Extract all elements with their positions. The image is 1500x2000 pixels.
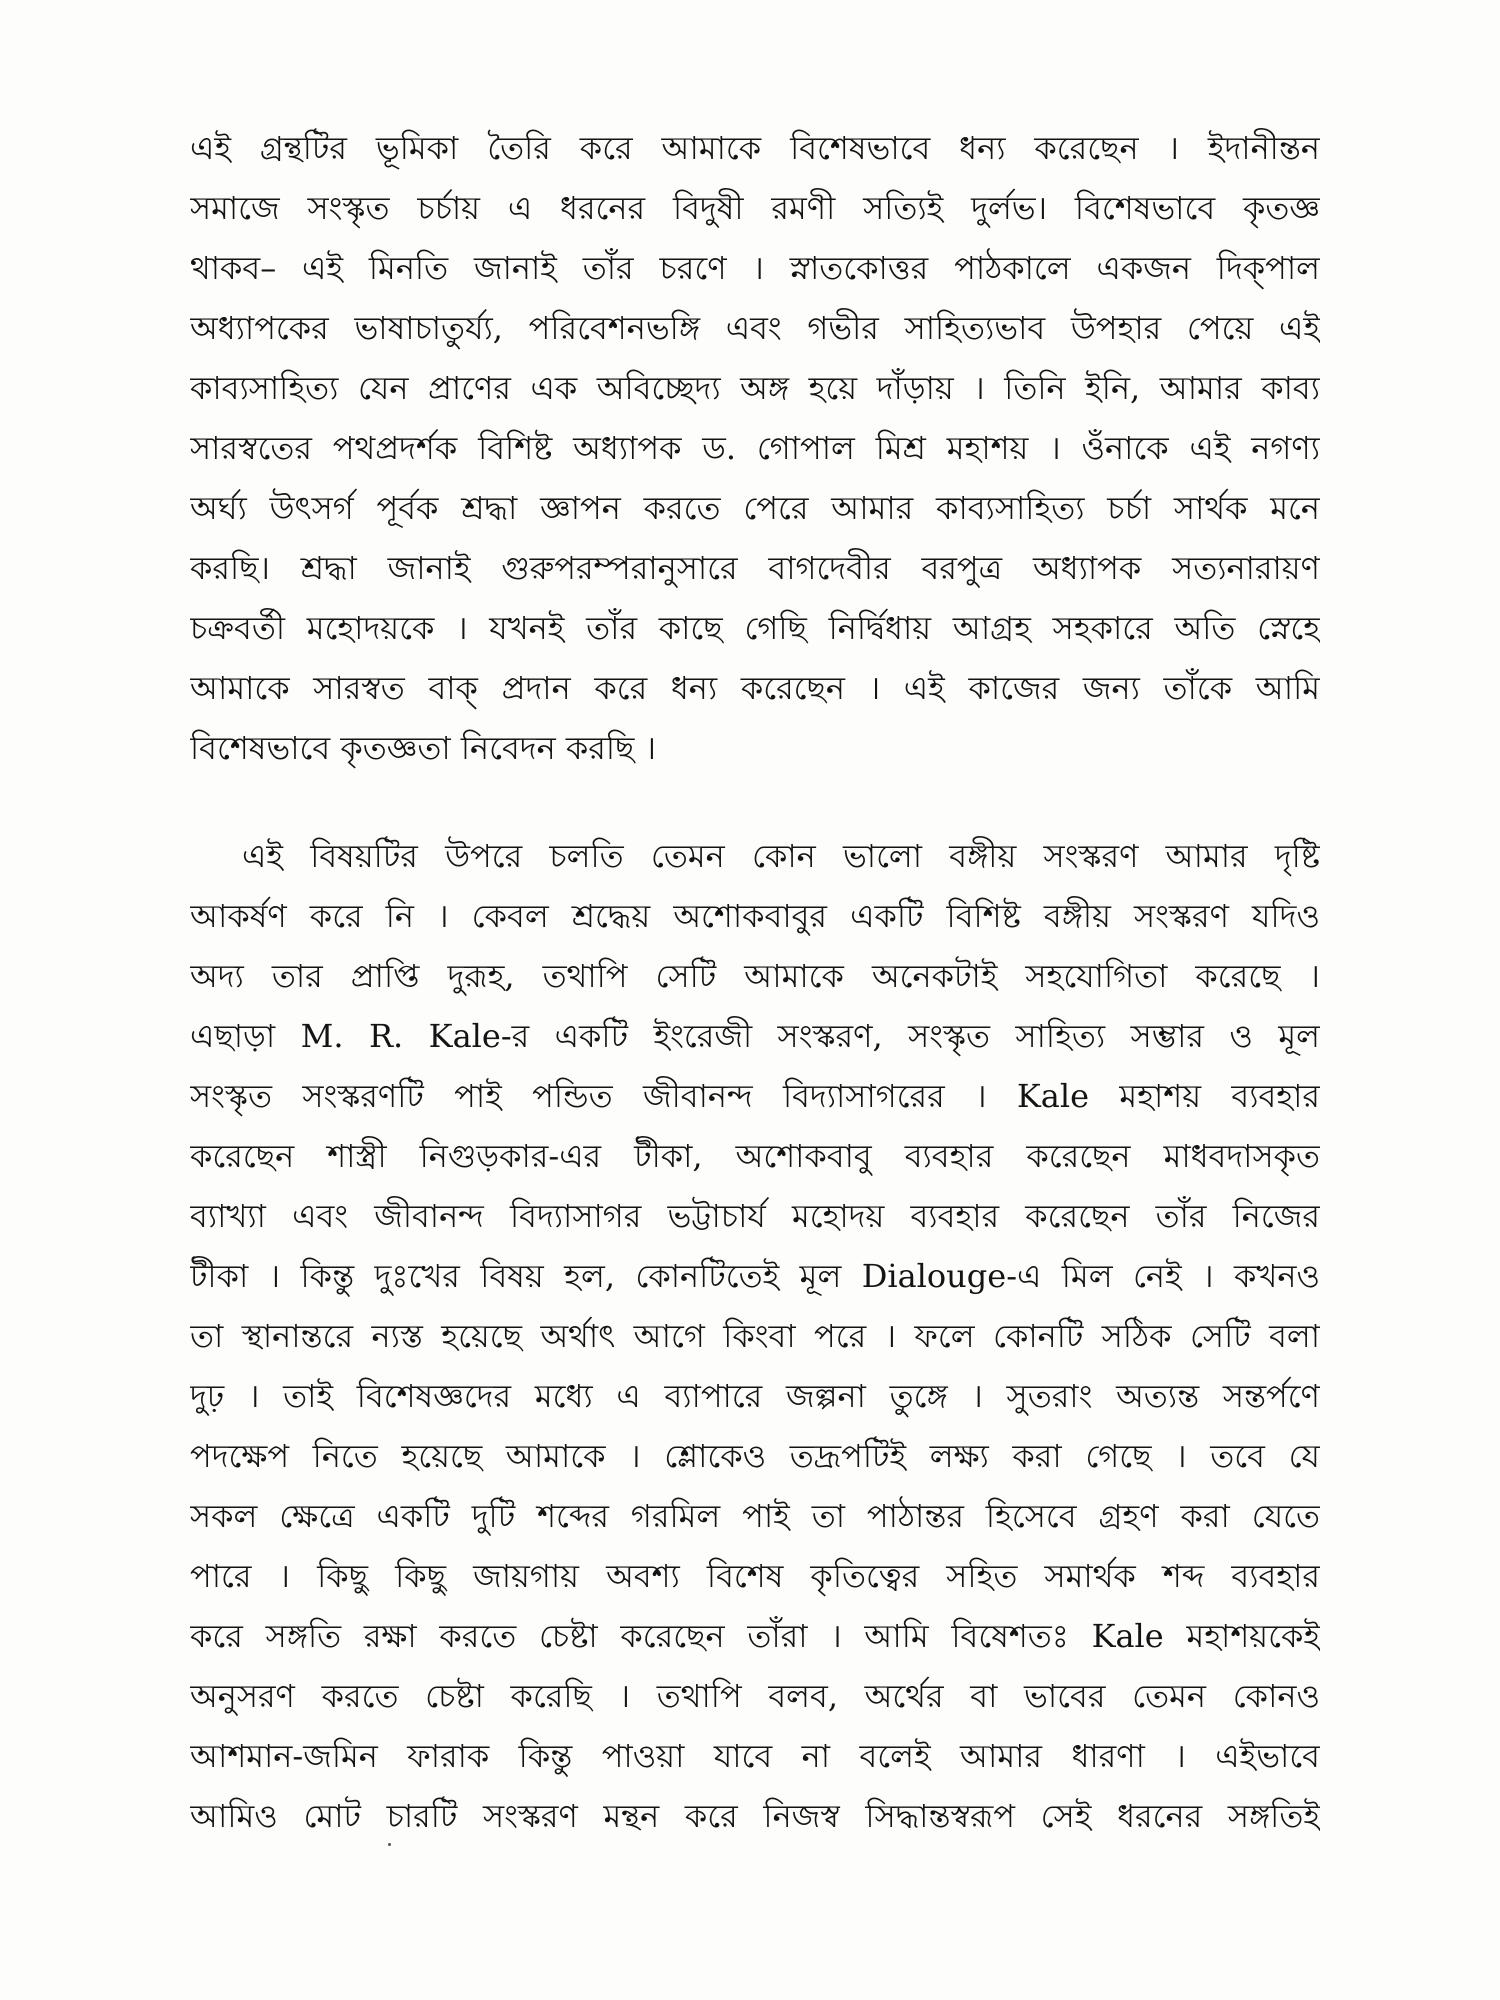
- text-line: সকল ক্ষেত্রে একটি দুটি শব্দের গরমিল পাই তা পাঠান্তর হিসেবে গ্রহণ করা যেতে: [190, 1497, 1320, 1535]
- paragraph-gap: [190, 778, 1320, 826]
- text-line: ব্যাখ্যা এবং জীবানন্দ বিদ্যাসাগর ভট্টাচার্য মহোদয় ব্যবহার করেছেন তাঁর নিজের: [190, 1197, 1320, 1235]
- body-text: [190, 118, 1320, 1846]
- paragraph-1: [190, 118, 1320, 778]
- text-line: অনুসরণ করতে চেষ্টা করেছি । তথাপি বলব, অর্থের বা ভাবের তেমন কোনও: [190, 1677, 1320, 1715]
- text-line: চক্রবর্তী মহোদয়কে । যখনই তাঁর কাছে গেছি নির্দ্বিধায় আগ্রহ সহকারে অতি স্নেহে: [190, 609, 1320, 647]
- text-line: পদক্ষেপ নিতে হয়েছে আমাকে । শ্লোকেও তদ্রূপটিই লক্ষ্য করা গেছে । তবে যে: [190, 1437, 1320, 1475]
- text-line: করছি। শ্রদ্ধা জানাই গুরুপরম্পরানুসারে বাগদেবীর বরপুত্র অধ্যাপক সত্যনারায়ণ: [190, 549, 1320, 587]
- text-line: কাব্যসাহিত্য যেন প্রাণের এক অবিচ্ছেদ্য অঙ্গ হয়ে দাঁড়ায় । তিনি ইনি, আমার কাব্য: [190, 369, 1320, 407]
- text-line: সমাজে সংস্কৃত চর্চায় এ ধরনের বিদুষী রমণী সত্যিই দুর্লভ। বিশেষভাবে কৃতজ্ঞ: [190, 189, 1320, 227]
- text-line: অধ্যাপকের ভাষাচাতুর্য্য, পরিবেশনভঙ্গি এবং গভীর সাহিত্যভাব উপহার পেয়ে এই: [190, 309, 1320, 347]
- text-line: সংস্কৃত সংস্করণটি পাই পন্ডিত জীবানন্দ বিদ্যাসাগরের । Kale মহাশয় ব্যবহার: [190, 1077, 1320, 1115]
- text-line: করে সঙ্গতি রক্ষা করতে চেষ্টা করেছেন তাঁরা । আমি বিষেশতঃ Kale মহাশয়কেই: [190, 1617, 1320, 1655]
- text-line: আমাকে সারস্বত বাক্‌ প্রদান করে ধন্য করেছেন । এই কাজের জন্য তাঁকে আমি: [190, 669, 1320, 707]
- text-line: আকর্ষণ করে নি । কেবল শ্রদ্ধেয় অশোকবাবুর একটি বিশিষ্ট বঙ্গীয় সংস্করণ যদিও: [190, 897, 1320, 935]
- text-line: তা স্থানান্তরে ন্যস্ত হয়েছে অর্থাৎ আগে কিংবা পরে । ফলে কোনটি সঠিক সেটি বলা: [190, 1317, 1320, 1355]
- text-line: এছাড়া M. R. Kale-র একটি ইংরেজী সংস্করণ, সংস্কৃত সাহিত্য সম্ভার ও মূল: [190, 1017, 1320, 1055]
- paragraph-2: [190, 826, 1320, 1846]
- text-line: অদ্য তার প্রাপ্তি দুরূহ, তথাপি সেটি আমাকে অনেকটাই সহযোগিতা করেছে ।: [190, 957, 1320, 995]
- text-line: করেছেন শাস্ত্রী নিগুড়কার-এর টীকা, অশোকবাবু ব্যবহার করেছেন মাধবদাসকৃত: [190, 1137, 1320, 1175]
- text-line: সারস্বতের পথপ্রদর্শক বিশিষ্ট অধ্যাপক ড. গোপাল মিশ্র মহাশয় । ওঁনাকে এই নগণ্য: [190, 429, 1320, 467]
- text-line: টীকা । কিন্তু দুঃখের বিষয় হল, কোনটিতেই মূল Dialouge-এ মিল নেই । কখনও: [190, 1257, 1320, 1295]
- text-line: বিশেষভাবে কৃতজ্ঞতা নিবেদন করছি ।: [190, 729, 657, 767]
- text-line: আশমান-জমিন ফারাক কিন্তু পাওয়া যাবে না বলেই আমার ধারণা । এইভাবে: [190, 1737, 1320, 1775]
- text-line: আমিও মোট চারটি সংস্করণ মন্থন করে নিজস্ব সিদ্ধান্তস্বরূপ সেই ধরনের সঙ্গতিই: [190, 1797, 1320, 1835]
- text-line: দুঢ় । তাই বিশেষজ্ঞদের মধ্যে এ ব্যাপারে জল্পনা তুঙ্গে । সুতরাং অত্যন্ত সন্তর্পণে: [190, 1377, 1320, 1415]
- scan-speck: [388, 1843, 391, 1846]
- text-line: এই গ্রন্থটির ভূমিকা তৈরি করে আমাকে বিশেষভাবে ধন্য করেছেন । ইদানীন্তন: [190, 129, 1320, 167]
- text-line: এই বিষয়টির উপরে চলতি তেমন কোন ভালো বঙ্গীয় সংস্করণ আমার দৃষ্টি: [242, 837, 1320, 875]
- text-line: পারে । কিছু কিছু জায়গায় অবশ্য বিশেষ কৃতিত্বের সহিত সমার্থক শব্দ ব্যবহার: [190, 1557, 1320, 1595]
- text-line: থাকব– এই মিনতি জানাই তাঁর চরণে । স্নাতকোত্তর পাঠকালে একজন দিক্‌পাল: [190, 249, 1320, 287]
- text-line: অর্ঘ্য উৎসর্গ পূর্বক শ্রদ্ধা জ্ঞাপন করতে পেরে আমার কাব্যসাহিত্য চর্চা সার্থক মনে: [190, 489, 1320, 527]
